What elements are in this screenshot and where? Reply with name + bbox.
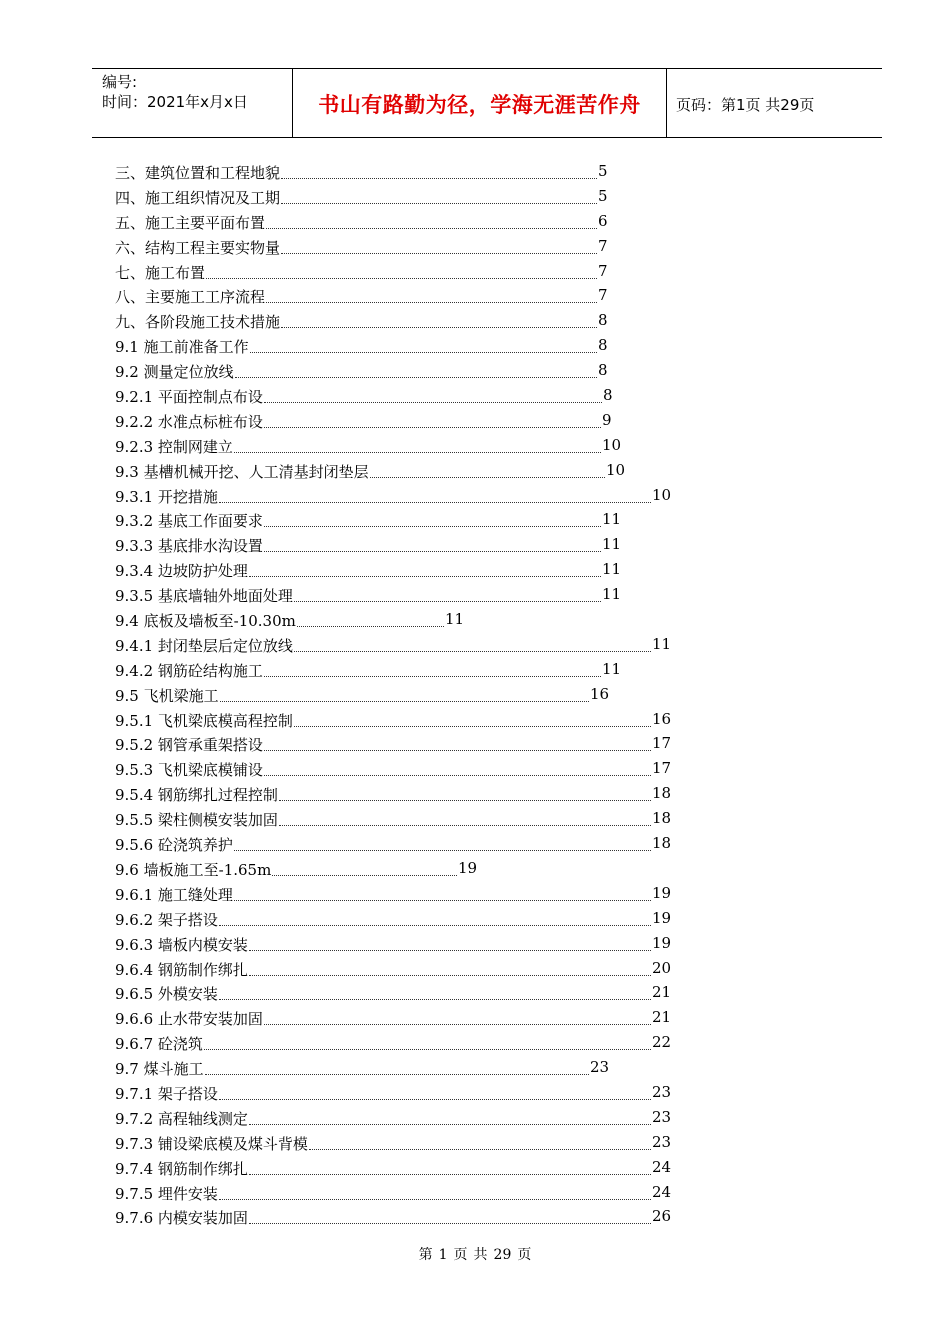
toc-dot-leader	[205, 1074, 589, 1075]
toc-entry-page: 21	[652, 1008, 672, 1027]
toc-dot-leader	[266, 228, 597, 229]
toc-entry-title: 9.3.5 基底墙轴外地面处理	[115, 587, 293, 606]
toc-dot-leader	[264, 1024, 651, 1025]
toc-entry-title: 9.7.6 内模安装加固	[115, 1209, 248, 1228]
toc-entry-title: 9.6.2 架子搭设	[115, 910, 218, 929]
toc-entry-title: 9.7.5 埋件安装	[115, 1184, 218, 1203]
toc-entry-page: 11	[652, 634, 672, 653]
toc-entry-title: 9.5.3 飞机梁底模铺设	[115, 761, 263, 780]
header-left-cell	[92, 69, 292, 137]
toc-dot-leader	[281, 203, 597, 204]
toc-entry-page: 5	[598, 162, 608, 180]
toc-dot-leader	[206, 278, 597, 279]
toc-entry-page: 8	[603, 386, 613, 405]
toc-entry-page: 26	[652, 1207, 672, 1226]
toc-dot-leader	[264, 775, 651, 776]
number-label: 编号:	[102, 73, 138, 91]
toc-entry-page: 6	[598, 211, 608, 230]
toc-entry-page: 11	[445, 610, 465, 629]
toc-dot-leader	[220, 701, 589, 702]
toc-dot-leader	[219, 999, 651, 1000]
toc-dot-leader	[264, 551, 601, 552]
toc-entry-title: 9.7.3 铺设梁底模及煤斗背模	[115, 1134, 308, 1153]
toc-entry-title: 四、施工组织情况及工期	[115, 188, 281, 207]
toc-dot-leader	[264, 676, 601, 677]
toc-entry-page: 11	[602, 535, 622, 554]
toc-entry-page: 9	[602, 410, 612, 429]
toc-entry-page: 23	[652, 1082, 672, 1101]
toc-entry-page: 8	[598, 336, 608, 355]
toc-entry-page: 19	[652, 933, 672, 952]
toc-dot-leader	[264, 402, 602, 403]
toc-entry-page: 17	[652, 734, 672, 753]
toc-entry-page: 19	[458, 858, 478, 877]
toc-entry-title: 五、施工主要平面布置	[115, 213, 266, 232]
toc-entry-title: 9.3 基槽机械开挖、人工清基封闭垫层	[115, 462, 369, 481]
footer-word-gong: 共	[473, 1247, 488, 1263]
toc-dot-leader	[281, 327, 597, 328]
toc-dot-leader	[294, 651, 651, 652]
toc-entry-title: 9.6 墙板施工至-1.65m	[115, 860, 272, 879]
page-header	[92, 68, 882, 138]
footer-page-number: 1	[438, 1247, 448, 1263]
toc-dot-leader	[294, 601, 601, 602]
toc-entry-title: 三、建筑位置和工程地貌	[115, 164, 281, 182]
toc-entry-page: 18	[652, 809, 672, 828]
toc-dot-leader	[249, 576, 601, 577]
toc-entry-title: 9.6.4 钢筋制作绑扎	[115, 960, 248, 979]
toc-entry-title: 9.5.5 梁柱侧模安装加固	[115, 811, 278, 830]
toc-entry-title: 9.3.3 基底排水沟设置	[115, 537, 263, 556]
toc-entry-page: 23	[652, 1132, 672, 1151]
toc-entry-title: 9.6.3 墙板内模安装	[115, 935, 248, 954]
footer-word-ye: 页	[453, 1247, 468, 1263]
toc-entry-page: 16	[590, 684, 610, 703]
toc-entry-page: 19	[652, 883, 672, 902]
toc-entry-title: 9.6.5 外模安装	[115, 985, 218, 1004]
toc-dot-leader	[219, 925, 651, 926]
toc-entry-title: 9.6.1 施工缝处理	[115, 885, 233, 904]
footer-total-pages: 29	[493, 1247, 512, 1263]
toc-entry-page: 10	[652, 485, 672, 504]
toc-entry-title: 六、结构工程主要实物量	[115, 238, 281, 257]
footer-word-ye-2: 页	[517, 1247, 532, 1263]
toc-entry-page: 18	[652, 834, 672, 853]
toc-dot-leader	[219, 1199, 651, 1200]
toc-entry-page: 23	[652, 1107, 672, 1126]
toc-dot-leader	[219, 1099, 651, 1100]
toc-entry-page: 23	[590, 1058, 610, 1077]
time-label: 时间：2021年x月x日	[102, 93, 248, 111]
footer-word-di: 第	[418, 1247, 433, 1263]
toc-dot-leader	[281, 178, 597, 179]
toc-entry-title: 9.3.4 边坡防护处理	[115, 562, 248, 581]
toc-dot-leader	[234, 452, 601, 453]
toc-entry-title: 9.7.4 钢筋制作绑扎	[115, 1159, 248, 1178]
toc-dot-leader	[204, 1049, 651, 1050]
header-right-cell	[666, 69, 882, 137]
toc-entry-page: 21	[652, 983, 672, 1002]
toc-entry-page: 19	[652, 908, 672, 927]
toc-entry-page: 11	[602, 585, 622, 604]
toc-dot-leader	[234, 850, 651, 851]
toc-entry-page: 24	[652, 1182, 672, 1201]
toc-dot-leader	[250, 352, 597, 353]
toc-dot-leader	[249, 1174, 651, 1175]
toc-entry-page: 16	[652, 709, 672, 728]
toc-entry-page: 22	[652, 1033, 672, 1052]
header-middle-cell	[292, 69, 667, 137]
toc-entry-page: 7	[598, 236, 608, 255]
toc-entry-page: 11	[602, 659, 622, 678]
toc-dot-leader	[219, 502, 651, 503]
toc-dot-leader	[294, 726, 651, 727]
toc-entry-title: 9.4.2 钢筋砼结构施工	[115, 661, 263, 680]
toc-dot-leader	[249, 1223, 651, 1224]
toc-dot-leader	[266, 302, 597, 303]
toc-dot-leader	[281, 253, 597, 254]
page-footer	[0, 1244, 950, 1264]
toc-entry-page: 8	[598, 311, 608, 330]
toc-entry-title: 9.6.6 止水带安装加固	[115, 1010, 263, 1029]
toc-entry-title: 9.3.2 基底工作面要求	[115, 512, 263, 531]
toc-entry-title: 七、施工布置	[115, 263, 206, 282]
toc-entry-page: 10	[606, 460, 626, 479]
toc-entry-page: 11	[602, 510, 622, 529]
toc-dot-leader	[279, 825, 651, 826]
toc-entry-title: 9.5.1 飞机梁底模高程控制	[115, 711, 293, 730]
toc-entry-page: 20	[652, 958, 672, 977]
toc-entry-title: 9.7.1 架子搭设	[115, 1084, 218, 1103]
toc-entry-title: 八、主要施工工序流程	[115, 288, 266, 307]
toc-entry-page: 24	[652, 1157, 672, 1176]
toc-dot-leader	[264, 427, 601, 428]
toc-entry-page: 18	[652, 784, 672, 803]
toc-dot-leader	[279, 800, 651, 801]
toc-entry-page: 5	[598, 186, 608, 205]
toc-entry-title: 9.2 测量定位放线	[115, 363, 234, 382]
toc-entry-title: 9.1 施工前准备工作	[115, 338, 249, 357]
toc-entry-page: 7	[598, 261, 608, 280]
toc-dot-leader	[297, 626, 444, 627]
toc-entry-page: 17	[652, 759, 672, 778]
toc-entry-title: 9.5.6 砼浇筑养护	[115, 836, 233, 855]
toc-dot-leader	[249, 1124, 651, 1125]
toc-dot-leader	[272, 875, 457, 876]
toc-entry-title: 9.5.2 钢管承重架搭设	[115, 736, 263, 755]
toc-entry-page: 7	[598, 286, 608, 305]
toc-entry-title: 9.2.2 水准点标桩布设	[115, 412, 263, 431]
toc-dot-leader	[309, 1149, 651, 1150]
toc-entry-title: 9.6.7 砼浇筑	[115, 1035, 203, 1054]
toc-dot-leader	[234, 900, 651, 901]
toc-dot-leader	[370, 477, 605, 478]
toc-entry-title: 9.2.1 平面控制点布设	[115, 388, 263, 407]
toc-entry-page: 8	[598, 361, 608, 380]
toc-dot-leader	[235, 377, 597, 378]
toc-dot-leader	[264, 750, 651, 751]
toc-entry-title: 9.5.4 钢筋绑扎过程控制	[115, 786, 278, 805]
toc-dot-leader	[264, 526, 601, 527]
toc-entry-title: 9.7 煤斗施工	[115, 1060, 204, 1079]
toc-entry-title: 9.4.1 封闭垫层后定位放线	[115, 636, 293, 655]
header-slogan: 书山有路勤为径，学海无涯苦作舟	[318, 93, 641, 117]
toc-entry-page: 11	[602, 560, 622, 579]
toc-entry-title: 9.2.3 控制网建立	[115, 437, 233, 456]
toc-dot-leader	[249, 950, 651, 951]
toc-entry-title: 九、各阶段施工技术措施	[115, 313, 281, 332]
toc-entry-title: 9.3.1 开挖措施	[115, 487, 218, 506]
toc-entry-page: 10	[602, 435, 622, 454]
toc-entry-title: 9.7.2 高程轴线测定	[115, 1109, 248, 1128]
toc-entry-title: 9.5 飞机梁施工	[115, 686, 219, 705]
toc-entry-title: 9.4 底板及墙板至-10.30m	[115, 612, 296, 631]
header-page-info: 页码：第1页 共29页	[676, 96, 815, 114]
toc-dot-leader	[249, 975, 651, 976]
